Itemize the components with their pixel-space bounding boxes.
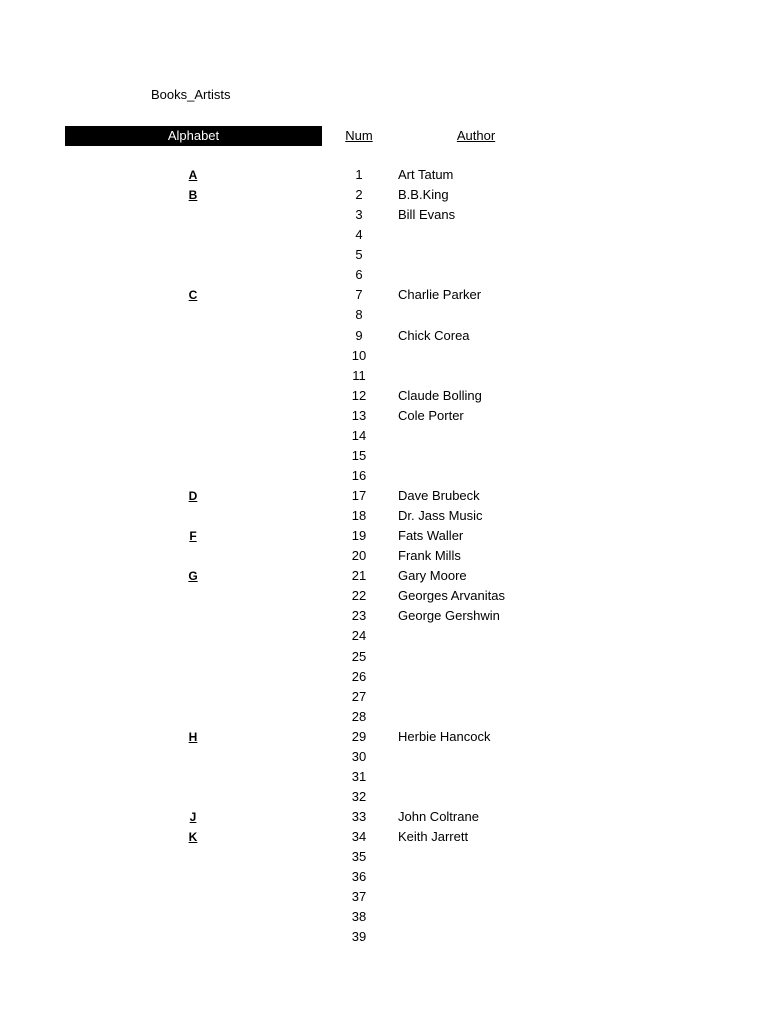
row-number: 8 [355, 307, 363, 323]
row-number: 6 [355, 267, 363, 283]
author-name: Dr. Jass Music [398, 508, 483, 524]
table-row [0, 526, 768, 546]
table-row [0, 847, 768, 867]
alphabet-link[interactable]: C [188, 288, 198, 303]
column-header-author: Author [456, 128, 496, 143]
table-row [0, 606, 768, 626]
alphabet-link[interactable]: J [189, 810, 197, 824]
row-number: 31 [351, 768, 367, 784]
row-number: 35 [351, 849, 367, 865]
table-row [0, 185, 768, 205]
table-row [0, 366, 768, 386]
row-number: 16 [351, 467, 367, 483]
table-row [0, 807, 768, 827]
table-row [0, 506, 768, 526]
column-header-num: Num [345, 128, 373, 143]
row-number: 29 [351, 728, 367, 744]
table-row [0, 767, 768, 787]
author-name: Chick Corea [398, 327, 470, 343]
row-number: 11 [352, 367, 366, 383]
row-number: 38 [351, 909, 367, 925]
table-row [0, 687, 768, 707]
author-name: Dave Brubeck [398, 488, 480, 503]
table-row [0, 205, 768, 225]
artist-table [0, 165, 768, 947]
alphabet-link[interactable]: F [189, 529, 197, 544]
table-row [0, 466, 768, 486]
row-number: 21 [351, 568, 367, 584]
row-number: 34 [351, 829, 367, 845]
row-number: 22 [351, 588, 367, 604]
row-number: 7 [355, 287, 363, 303]
row-number: 17 [351, 488, 367, 503]
row-number: 32 [351, 788, 367, 804]
author-name: Charlie Parker [398, 287, 482, 303]
row-number: 26 [351, 668, 367, 684]
row-number: 3 [355, 207, 363, 223]
row-number: 27 [351, 688, 367, 704]
table-row [0, 667, 768, 687]
author-name: Art Tatum [398, 167, 454, 182]
row-number: 36 [351, 869, 367, 885]
author-name: Claude Bolling [398, 387, 482, 403]
table-row [0, 747, 768, 767]
table-row [0, 927, 768, 947]
table-row [0, 707, 768, 727]
column-header-alphabet: Alphabet [65, 126, 322, 146]
author-name: Cole Porter [398, 407, 464, 423]
author-name: Fats Waller [398, 528, 464, 544]
table-row [0, 265, 768, 285]
row-number: 12 [351, 387, 367, 403]
row-number: 25 [351, 648, 367, 664]
author-name: George Gershwin [398, 608, 500, 624]
table-row [0, 626, 768, 646]
table-row [0, 546, 768, 566]
sheet-title: Books_Artists [151, 87, 231, 102]
author-name: Georges Arvanitas [398, 588, 505, 604]
table-row [0, 285, 768, 305]
row-number: 30 [351, 748, 367, 764]
row-number: 10 [351, 347, 367, 363]
row-number: 5 [355, 247, 363, 263]
row-number: 13 [351, 407, 367, 423]
alphabet-link[interactable]: A [188, 168, 198, 182]
table-row [0, 827, 768, 847]
author-name: Gary Moore [398, 568, 467, 584]
row-number: 2 [355, 187, 363, 203]
row-number: 1 [355, 167, 363, 182]
alphabet-link[interactable]: G [188, 569, 198, 584]
table-row [0, 326, 768, 346]
table-row [0, 887, 768, 907]
alphabet-link[interactable]: K [188, 830, 198, 845]
row-number: 23 [351, 608, 367, 624]
table-row [0, 486, 768, 506]
alphabet-link[interactable]: H [188, 729, 198, 744]
table-row [0, 346, 768, 366]
row-number: 28 [351, 708, 367, 724]
author-name: Frank Mills [398, 548, 461, 564]
table-row [0, 867, 768, 887]
table-row [0, 165, 768, 185]
row-number: 20 [351, 548, 367, 564]
row-number: 15 [351, 447, 367, 463]
table-row [0, 647, 768, 667]
table-row [0, 446, 768, 466]
row-number: 18 [351, 508, 367, 524]
row-number: 24 [351, 628, 367, 644]
author-name: Herbie Hancock [398, 728, 491, 744]
table-row [0, 225, 768, 245]
author-name: Bill Evans [398, 207, 456, 223]
alphabet-link[interactable]: D [188, 489, 198, 503]
row-number: 4 [355, 227, 363, 243]
row-number: 33 [351, 809, 367, 824]
row-number: 39 [351, 929, 367, 945]
table-row [0, 426, 768, 446]
table-row [0, 727, 768, 747]
table-row [0, 245, 768, 265]
row-number: 14 [351, 427, 367, 443]
table-row [0, 566, 768, 586]
table-row [0, 305, 768, 325]
alphabet-link[interactable]: B [188, 188, 198, 203]
row-number: 9 [355, 327, 363, 343]
row-number: 37 [351, 889, 367, 905]
author-name: B.B.King [398, 187, 449, 203]
table-row [0, 586, 768, 606]
row-number: 19 [351, 528, 367, 544]
table-row [0, 787, 768, 807]
table-row [0, 406, 768, 426]
table-row [0, 386, 768, 406]
author-name: John Coltrane [398, 809, 479, 824]
table-row [0, 907, 768, 927]
author-name: Keith Jarrett [398, 829, 469, 845]
